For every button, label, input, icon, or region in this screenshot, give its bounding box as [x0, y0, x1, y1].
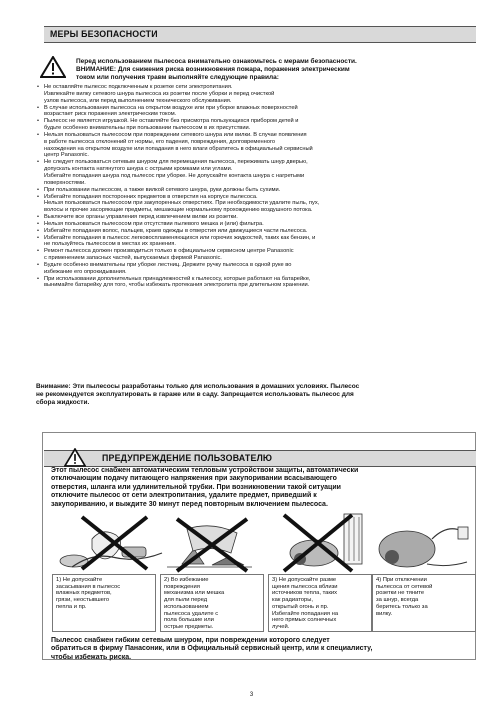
safety-rule-line: вынимайте батарейку для того, чтобы избежать протекания электролита при длительном хранении. — [44, 282, 310, 289]
safety-rule-line: допускать контакта натянутого шнура с острыми кромками или углами. — [44, 166, 233, 173]
note-line: не рекомендуется эксплуатировать в гараже или в саду. Запрещается использовать пылесос для — [36, 390, 354, 398]
safety-rule-line: • Избегайте попадания в пылесос легковоспламеняющихся или горючих жидкостей, таких как бензин, и — [44, 234, 316, 241]
safety-rule-line: • Не оставляйте пылесос подключенным к розетке сети электропитания. — [44, 84, 233, 90]
illustration-heat-source — [284, 514, 362, 571]
caption-line: него прямых солнечных — [272, 617, 337, 624]
safety-rule-line: не пользуйтесь пылесосом в местах их хранения. — [44, 241, 176, 248]
safety-rule-item — [36, 235, 478, 249]
illustration-sharp-objects — [167, 519, 252, 571]
caption-line: механизма или мешка — [164, 590, 225, 597]
safety-rule-item — [36, 214, 478, 221]
caption-line: розетки не тяните — [376, 590, 425, 597]
safety-rule-line: Извлекайте вилку сетевого шнура пылесоса из розетки после уборки и перед очисткой — [44, 90, 275, 97]
safety-rule-line: узлов пылесоса, или перед выполнением технического обслуживания. — [44, 97, 232, 104]
safety-rule-item — [36, 159, 478, 186]
caption-line: как радиаторы, — [272, 597, 314, 604]
user-warning-header — [44, 450, 476, 467]
caption-line: 3) Не допускайте разме — [272, 577, 337, 583]
note-line: сбора жидкости. — [36, 398, 90, 406]
safety-rule-item — [36, 276, 478, 290]
safety-rule-item — [36, 194, 478, 215]
safety-rule-line: Избегайте попадания шнура под пылесос при уборке. Не допускайте контакта шнура с нагретыми — [44, 172, 305, 179]
para-line: отверстия, шланга или удлинительной трубки. При возникновении такой ситуации — [51, 483, 341, 491]
warning-triangle-icon — [64, 448, 86, 467]
caption-line: вилку. — [376, 610, 393, 617]
para-line: отключите пылесос от сети электропитания, удалите предмет, приведший к — [51, 492, 317, 500]
caption-line: влажных предметов, — [56, 590, 112, 597]
safety-rule-item — [36, 118, 478, 132]
power-cord-notice — [51, 637, 471, 662]
caption-line: пепла и пр. — [56, 603, 87, 610]
caption-line: грязи, неостывшего — [56, 597, 110, 604]
illustration-wet-items — [60, 517, 162, 569]
safety-rules-list — [36, 84, 478, 289]
safety-rule-item — [36, 187, 478, 194]
safety-rule-item — [36, 132, 478, 159]
safety-rule-line: • В случае использования пылесоса на открытом воздухе или при уборке влажных поверхностей — [44, 104, 298, 111]
caption-unplugging — [372, 574, 476, 632]
caption-heat-source — [268, 574, 372, 632]
intro-line: током или получения травм выполняйте следующие правила: — [76, 73, 279, 81]
safety-rule-line: • При пользовании пылесосом, а также вилкой сетевого шнура, руки должны быть сухими. — [44, 186, 281, 193]
safety-section-header — [44, 26, 476, 43]
caption-line: пылесоса удалите с — [164, 610, 219, 617]
closing-line: Пылесос снабжен гибким сетевым шнуром, при повреждении которого следует — [51, 637, 330, 644]
closing-line: обратиться в фирму Панасоник, или в Официальный сервисный центр, или к специалисту, — [51, 645, 373, 653]
caption-line: 1) Не допускайте — [56, 577, 103, 583]
safety-rule-line: избежание его опрокидывания. — [44, 268, 127, 275]
household-use-warning — [36, 383, 478, 406]
closing-line: чтобы избежать риска. — [51, 653, 132, 661]
caption-line: пола большие или — [164, 617, 214, 624]
page-number: 3 — [249, 692, 254, 698]
caption-wet-items — [52, 574, 156, 632]
user-warning-title: ПРЕДУПРЕЖДЕНИЕ ПОЛЬЗОВАТЕЛЮ — [102, 453, 273, 463]
para-line: Этот пылесос снабжен автоматическим тепловым устройством защиты, автоматически — [51, 467, 359, 474]
illustration-unplugging — [379, 527, 468, 567]
warning-triangle-icon — [40, 56, 66, 78]
safety-rule-line: нахождения на открытом воздухе или попадания в него влаги обратитесь в официальный сервисный — [44, 145, 313, 152]
safety-rule-line: • Выключите все органы управления перед извлечением вилки из розетки. — [44, 214, 238, 221]
safety-rule-line: возрастает риск поражения электрическим током. — [44, 111, 177, 118]
caption-line: для пыли перед — [164, 597, 208, 604]
safety-rule-line: • При использовании дополнительных принадлежностей к пылесосу, которые работают на батарейке, — [44, 275, 311, 282]
caption-line: 2) Во избежание — [164, 577, 209, 583]
caption-line: лучей. — [272, 623, 290, 630]
safety-rule-line: в работе пылесоса отклонений от нормы, его падения, повреждения, долговременного — [44, 138, 276, 145]
illustration-captions — [52, 574, 476, 632]
thermal-protection-paragraph — [51, 467, 471, 509]
safety-rule-line: • Ремонт пылесоса должен производиться только в официальном сервисном центре Panasonic — [44, 248, 294, 255]
caption-line: 4) При отключении — [376, 577, 427, 583]
caption-line: источников тепла, таких — [272, 590, 338, 597]
caption-line: пылесоса от сетевой — [376, 583, 433, 590]
caption-line: за шнур, всегда — [376, 597, 419, 604]
safety-rule-item — [36, 221, 478, 228]
safety-rule-line: • Нельзя пользоваться пылесосом при отсутствии пылевого мешка и (или) фильтра. — [44, 220, 264, 227]
safety-rule-item — [36, 228, 478, 235]
caption-sharp-objects — [160, 574, 264, 632]
safety-rule-line: Нельзя пользоваться пылесосом при закупоренных отверстиях. При необходимости удалите пыль, пух, — [44, 200, 320, 207]
safety-rule-line: • Не следует пользоваться сетевым шнуром для перемещения пылесоса, пережимать шнур дверью, — [44, 159, 308, 166]
safety-rule-line: • Будьте особенно внимательны при уборке лестниц. Держите ручку пылесоса в одной руке во — [44, 261, 292, 268]
safety-rule-line: • Избегайте попадания волос, пальцев, краев одежды в отверстия или движущиеся части пылесоса. — [44, 227, 308, 234]
para-line: отключающим подачу питающего напряжения при закупоривании всасывающего — [51, 475, 337, 483]
intro-line: ВНИМАНИЕ: Для снижения риска возникновения пожара, поражения электрическим — [76, 65, 350, 73]
safety-rule-line: с применением запасных частей, выпускаемых фирмой Panasonic. — [44, 255, 222, 262]
safety-rule-line: • Избегайте попадания посторонних предметов в отверстия на корпусе пылесоса. — [44, 193, 258, 200]
safety-rule-line: поверхностями. — [44, 179, 86, 186]
safety-rule-line: • Пылесос не является игрушкой. Не оставляйте без присмотра пользующихся прибором детей и — [44, 118, 299, 125]
safety-intro — [76, 58, 478, 81]
safety-rule-item — [36, 84, 478, 105]
safety-rule-line: волосы и прочие засоряющие предметы, мешающие нормальному прохождению воздушного потока. — [44, 207, 313, 214]
safety-rule-line: • Нельзя пользоваться пылесосом при повреждении сетевого шнура или вилки. В случае появления — [44, 131, 307, 138]
safety-rule-item — [36, 248, 478, 262]
caption-line: щения пылесоса вблизи — [272, 583, 338, 590]
caption-line: повреждения — [164, 583, 200, 590]
safety-rule-line: будьте особенно внимательны при пользовании пылесосом в их присутствии. — [44, 125, 251, 132]
caption-line: Избегайте попадания на — [272, 610, 339, 617]
intro-line: Перед использованием пылесоса внимательно ознакомьтесь с мерами безопасности. — [76, 58, 357, 65]
illustration-strip — [52, 509, 476, 574]
caption-line: открытый огонь и пр. — [272, 603, 329, 610]
safety-rule-item — [36, 262, 478, 276]
safety-rule-item — [36, 105, 478, 119]
safety-section-title: МЕРЫ БЕЗОПАСНОСТИ — [50, 29, 158, 39]
caption-line: использованием — [164, 603, 209, 610]
caption-line: засасывания в пылесос — [56, 583, 121, 590]
caption-line: острые предметы. — [164, 623, 214, 630]
note-line: Внимание: Эти пылесосы разработаны только для использования в домашних условиях. Пылесос — [36, 383, 360, 390]
caption-line: беритесь только за — [376, 603, 428, 610]
para-line: закупориванию, и выждите 30 минут перед повторным включением пылесоса. — [51, 500, 328, 508]
safety-rule-line: центр Panasonic. — [44, 152, 89, 159]
